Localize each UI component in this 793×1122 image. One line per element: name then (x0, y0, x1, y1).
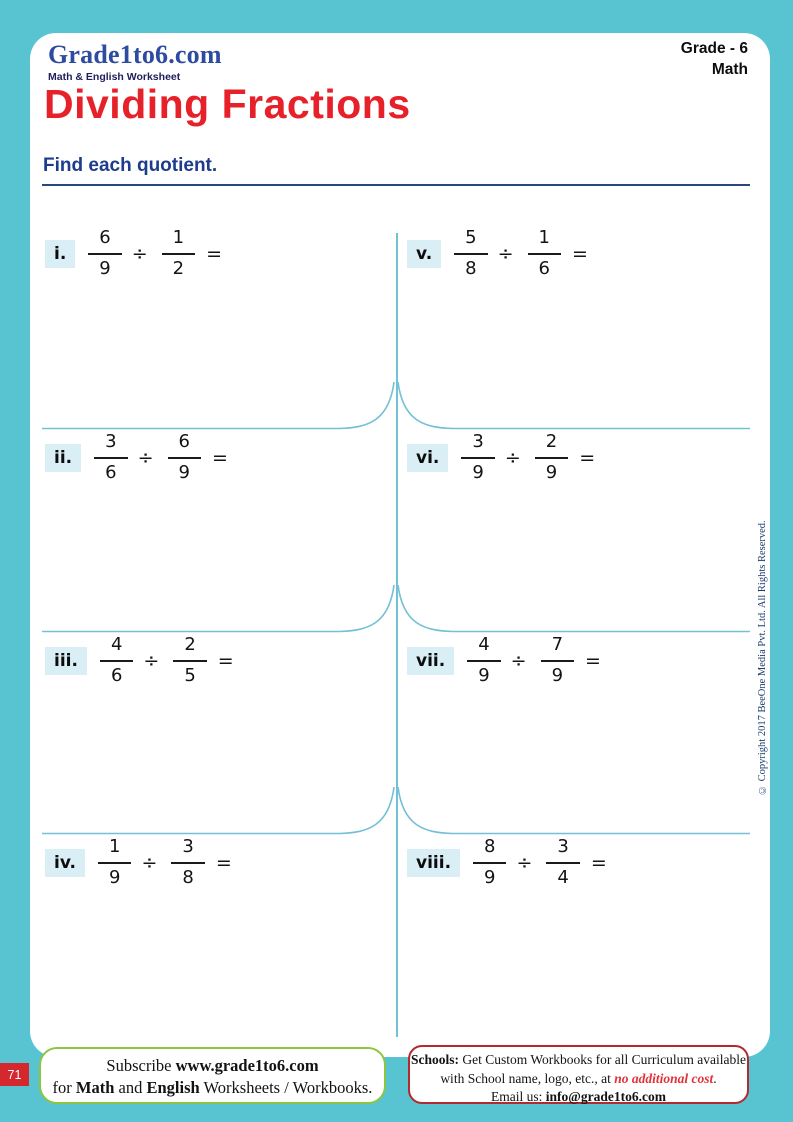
logo-title: Grade1to6.com (48, 40, 222, 69)
fraction-divisor (162, 227, 195, 280)
denominator: 9 (472, 462, 484, 483)
numerator: 8 (473, 836, 506, 864)
denominator: 4 (557, 867, 569, 888)
denominator: 9 (484, 867, 496, 888)
fraction-dividend (467, 634, 500, 687)
subscribe-text: English (146, 1078, 200, 1098)
schools-text: Get Custom Workbooks for all Curriculum available (459, 1052, 746, 1067)
numerator: 6 (168, 431, 201, 459)
denominator: 9 (178, 462, 190, 483)
fraction-dividend (473, 836, 506, 889)
denominator: 9 (108, 867, 121, 888)
center-divider-line (396, 233, 398, 1037)
equals-sign: = (579, 447, 596, 469)
instruction-underline (42, 184, 750, 186)
numerator: 4 (100, 634, 133, 662)
subscribe-text: Subscribe (106, 1056, 176, 1075)
equals-sign: = (590, 852, 607, 874)
numerator: 6 (88, 227, 121, 255)
row-divider (42, 382, 750, 430)
grade-label: Grade - 6 (680, 40, 748, 57)
numerator: 7 (541, 634, 574, 662)
denominator: 9 (99, 258, 111, 279)
subscribe-text: Math (75, 1078, 115, 1098)
fraction-dividend (461, 431, 494, 484)
schools-line2 (410, 1070, 747, 1089)
fraction-dividend (88, 227, 121, 280)
equals-sign: = (206, 243, 223, 265)
fraction-divisor (541, 634, 574, 687)
problem-iii (45, 629, 234, 693)
division-sign: ÷ (516, 852, 533, 874)
no-additional-cost-text: no additional cost (614, 1070, 714, 1086)
problem-label: iv. (45, 849, 85, 877)
equals-sign: = (215, 852, 232, 874)
numerator: 1 (98, 836, 131, 864)
division-sign: ÷ (141, 852, 158, 874)
subscribe-banner (39, 1047, 386, 1104)
site-logo (48, 40, 222, 83)
schools-text: with School name, logo, etc., at (440, 1070, 615, 1086)
equals-sign: = (217, 650, 234, 672)
numerator: 2 (173, 634, 206, 662)
division-sign: ÷ (143, 650, 160, 672)
problem-label: viii. (407, 849, 460, 877)
worksheet-card (30, 33, 770, 1057)
problem-viii (407, 831, 607, 895)
problem-v (407, 222, 588, 286)
fraction-divisor (173, 634, 206, 687)
subscribe-text: for (52, 1078, 76, 1098)
division-sign: ÷ (497, 243, 514, 265)
problem-label: v. (407, 240, 441, 268)
fraction-divisor (546, 836, 579, 889)
denominator: 5 (184, 665, 196, 686)
numerator: 5 (454, 227, 487, 255)
problem-vii (407, 629, 601, 693)
problem-vi (407, 426, 595, 490)
numerator: 1 (162, 227, 195, 255)
logo-subtitle: Math & English Worksheet (48, 71, 181, 83)
denominator: 6 (110, 665, 123, 686)
fraction-dividend (100, 634, 133, 687)
contact-email[interactable]: info@grade1to6.com (545, 1089, 666, 1105)
problem-label: i. (45, 240, 75, 268)
problem-label: vi. (407, 444, 448, 472)
fraction-divisor (171, 836, 204, 889)
division-sign: ÷ (510, 650, 527, 672)
fraction-divisor (535, 431, 568, 484)
denominator: 9 (551, 665, 564, 686)
denominator: 9 (478, 665, 490, 686)
equals-sign: = (211, 447, 228, 469)
subscribe-text: Worksheets / Workbooks. (199, 1078, 373, 1098)
numerator: 2 (535, 431, 568, 459)
subject-label: Math (711, 60, 748, 78)
subscribe-text: and (114, 1078, 147, 1098)
division-sign: ÷ (137, 447, 154, 469)
denominator: 6 (538, 258, 550, 279)
subscribe-url[interactable]: www.grade1to6.com (175, 1056, 319, 1075)
numerator: 1 (528, 227, 561, 255)
numerator: 3 (171, 836, 204, 864)
denominator: 9 (545, 462, 558, 483)
fraction-divisor (168, 431, 201, 484)
equals-sign: = (585, 650, 601, 672)
page-number-badge: 71 (0, 1063, 29, 1086)
copyright-text: © Copyright 2017 BeeOne Media Pvt. Ltd. All Rights Reserved. (757, 520, 768, 795)
subscribe-line1 (41, 1055, 384, 1077)
schools-banner (408, 1045, 749, 1104)
denominator: 8 (465, 258, 477, 279)
fraction-dividend (94, 431, 127, 484)
subscribe-line2 (41, 1077, 384, 1099)
problem-i (45, 222, 222, 286)
schools-text: Email us: (491, 1089, 546, 1105)
problem-label: ii. (45, 444, 81, 472)
denominator: 2 (172, 258, 185, 279)
grade-subject-label (681, 39, 748, 81)
fraction-divisor (528, 227, 561, 280)
division-sign: ÷ (504, 447, 521, 469)
problem-iv (45, 831, 232, 895)
numerator: 4 (467, 634, 500, 662)
problem-label: iii. (45, 647, 87, 675)
denominator: 6 (105, 462, 117, 483)
row-divider (42, 787, 750, 835)
schools-text: . (713, 1070, 717, 1086)
instruction-text: Find each quotient. (43, 155, 218, 176)
numerator: 3 (546, 836, 579, 864)
division-sign: ÷ (131, 243, 148, 265)
schools-line1 (410, 1051, 747, 1070)
fraction-dividend (98, 836, 131, 889)
fraction-dividend (454, 227, 487, 280)
numerator: 3 (461, 431, 494, 459)
numerator: 3 (94, 431, 127, 459)
page-title: Dividing Fractions (44, 81, 411, 127)
schools-line3 (410, 1088, 747, 1107)
problem-ii (45, 426, 228, 490)
problem-label: vii. (407, 647, 454, 675)
equals-sign: = (571, 243, 588, 265)
row-divider (42, 585, 750, 633)
schools-text: Schools: (410, 1052, 459, 1067)
denominator: 8 (182, 867, 194, 888)
